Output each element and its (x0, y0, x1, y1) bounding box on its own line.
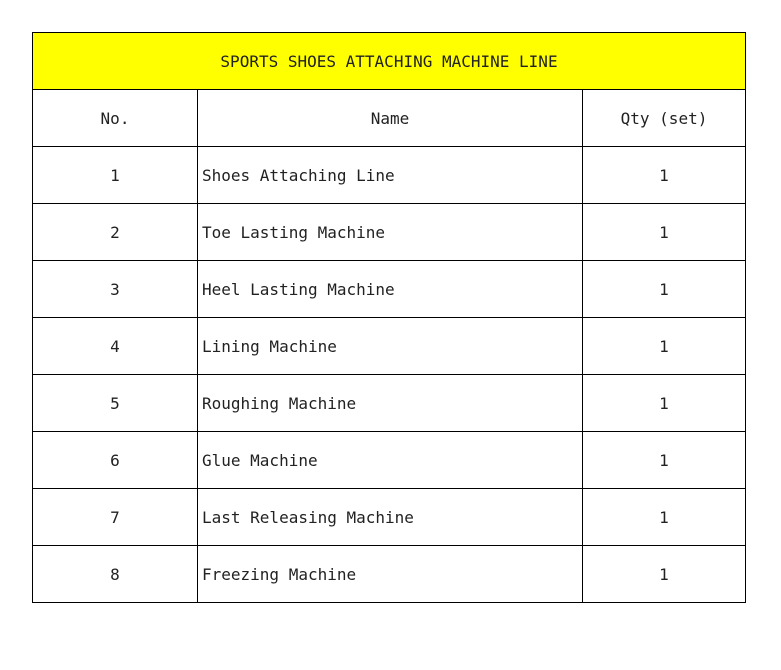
row-no: 5 (33, 375, 198, 432)
row-name: Last Releasing Machine (198, 489, 583, 546)
row-qty: 1 (583, 546, 746, 603)
row-no: 4 (33, 318, 198, 375)
table-row (33, 375, 746, 432)
row-name: Freezing Machine (198, 546, 583, 603)
row-no: 8 (33, 546, 198, 603)
table-row (33, 546, 746, 603)
table-row (33, 432, 746, 489)
row-qty: 1 (583, 432, 746, 489)
table-row (33, 204, 746, 261)
header-qty: Qty (set) (583, 90, 746, 147)
table-header-row (33, 90, 746, 147)
equipment-list-sheet (32, 32, 745, 603)
header-no: No. (33, 90, 198, 147)
row-no: 3 (33, 261, 198, 318)
row-name: Heel Lasting Machine (198, 261, 583, 318)
row-qty: 1 (583, 261, 746, 318)
row-name: Shoes Attaching Line (198, 147, 583, 204)
header-name: Name (198, 90, 583, 147)
table-row (33, 261, 746, 318)
row-name: Roughing Machine (198, 375, 583, 432)
row-qty: 1 (583, 489, 746, 546)
row-name: Glue Machine (198, 432, 583, 489)
row-no: 1 (33, 147, 198, 204)
row-name: Toe Lasting Machine (198, 204, 583, 261)
row-no: 6 (33, 432, 198, 489)
table-row (33, 489, 746, 546)
table-row (33, 147, 746, 204)
row-no: 7 (33, 489, 198, 546)
row-qty: 1 (583, 375, 746, 432)
row-qty: 1 (583, 147, 746, 204)
table-title: SPORTS SHOES ATTACHING MACHINE LINE (33, 33, 746, 90)
row-qty: 1 (583, 318, 746, 375)
equipment-table (32, 32, 746, 603)
row-name: Lining Machine (198, 318, 583, 375)
table-title-row (33, 33, 746, 90)
table-row (33, 318, 746, 375)
row-qty: 1 (583, 204, 746, 261)
row-no: 2 (33, 204, 198, 261)
